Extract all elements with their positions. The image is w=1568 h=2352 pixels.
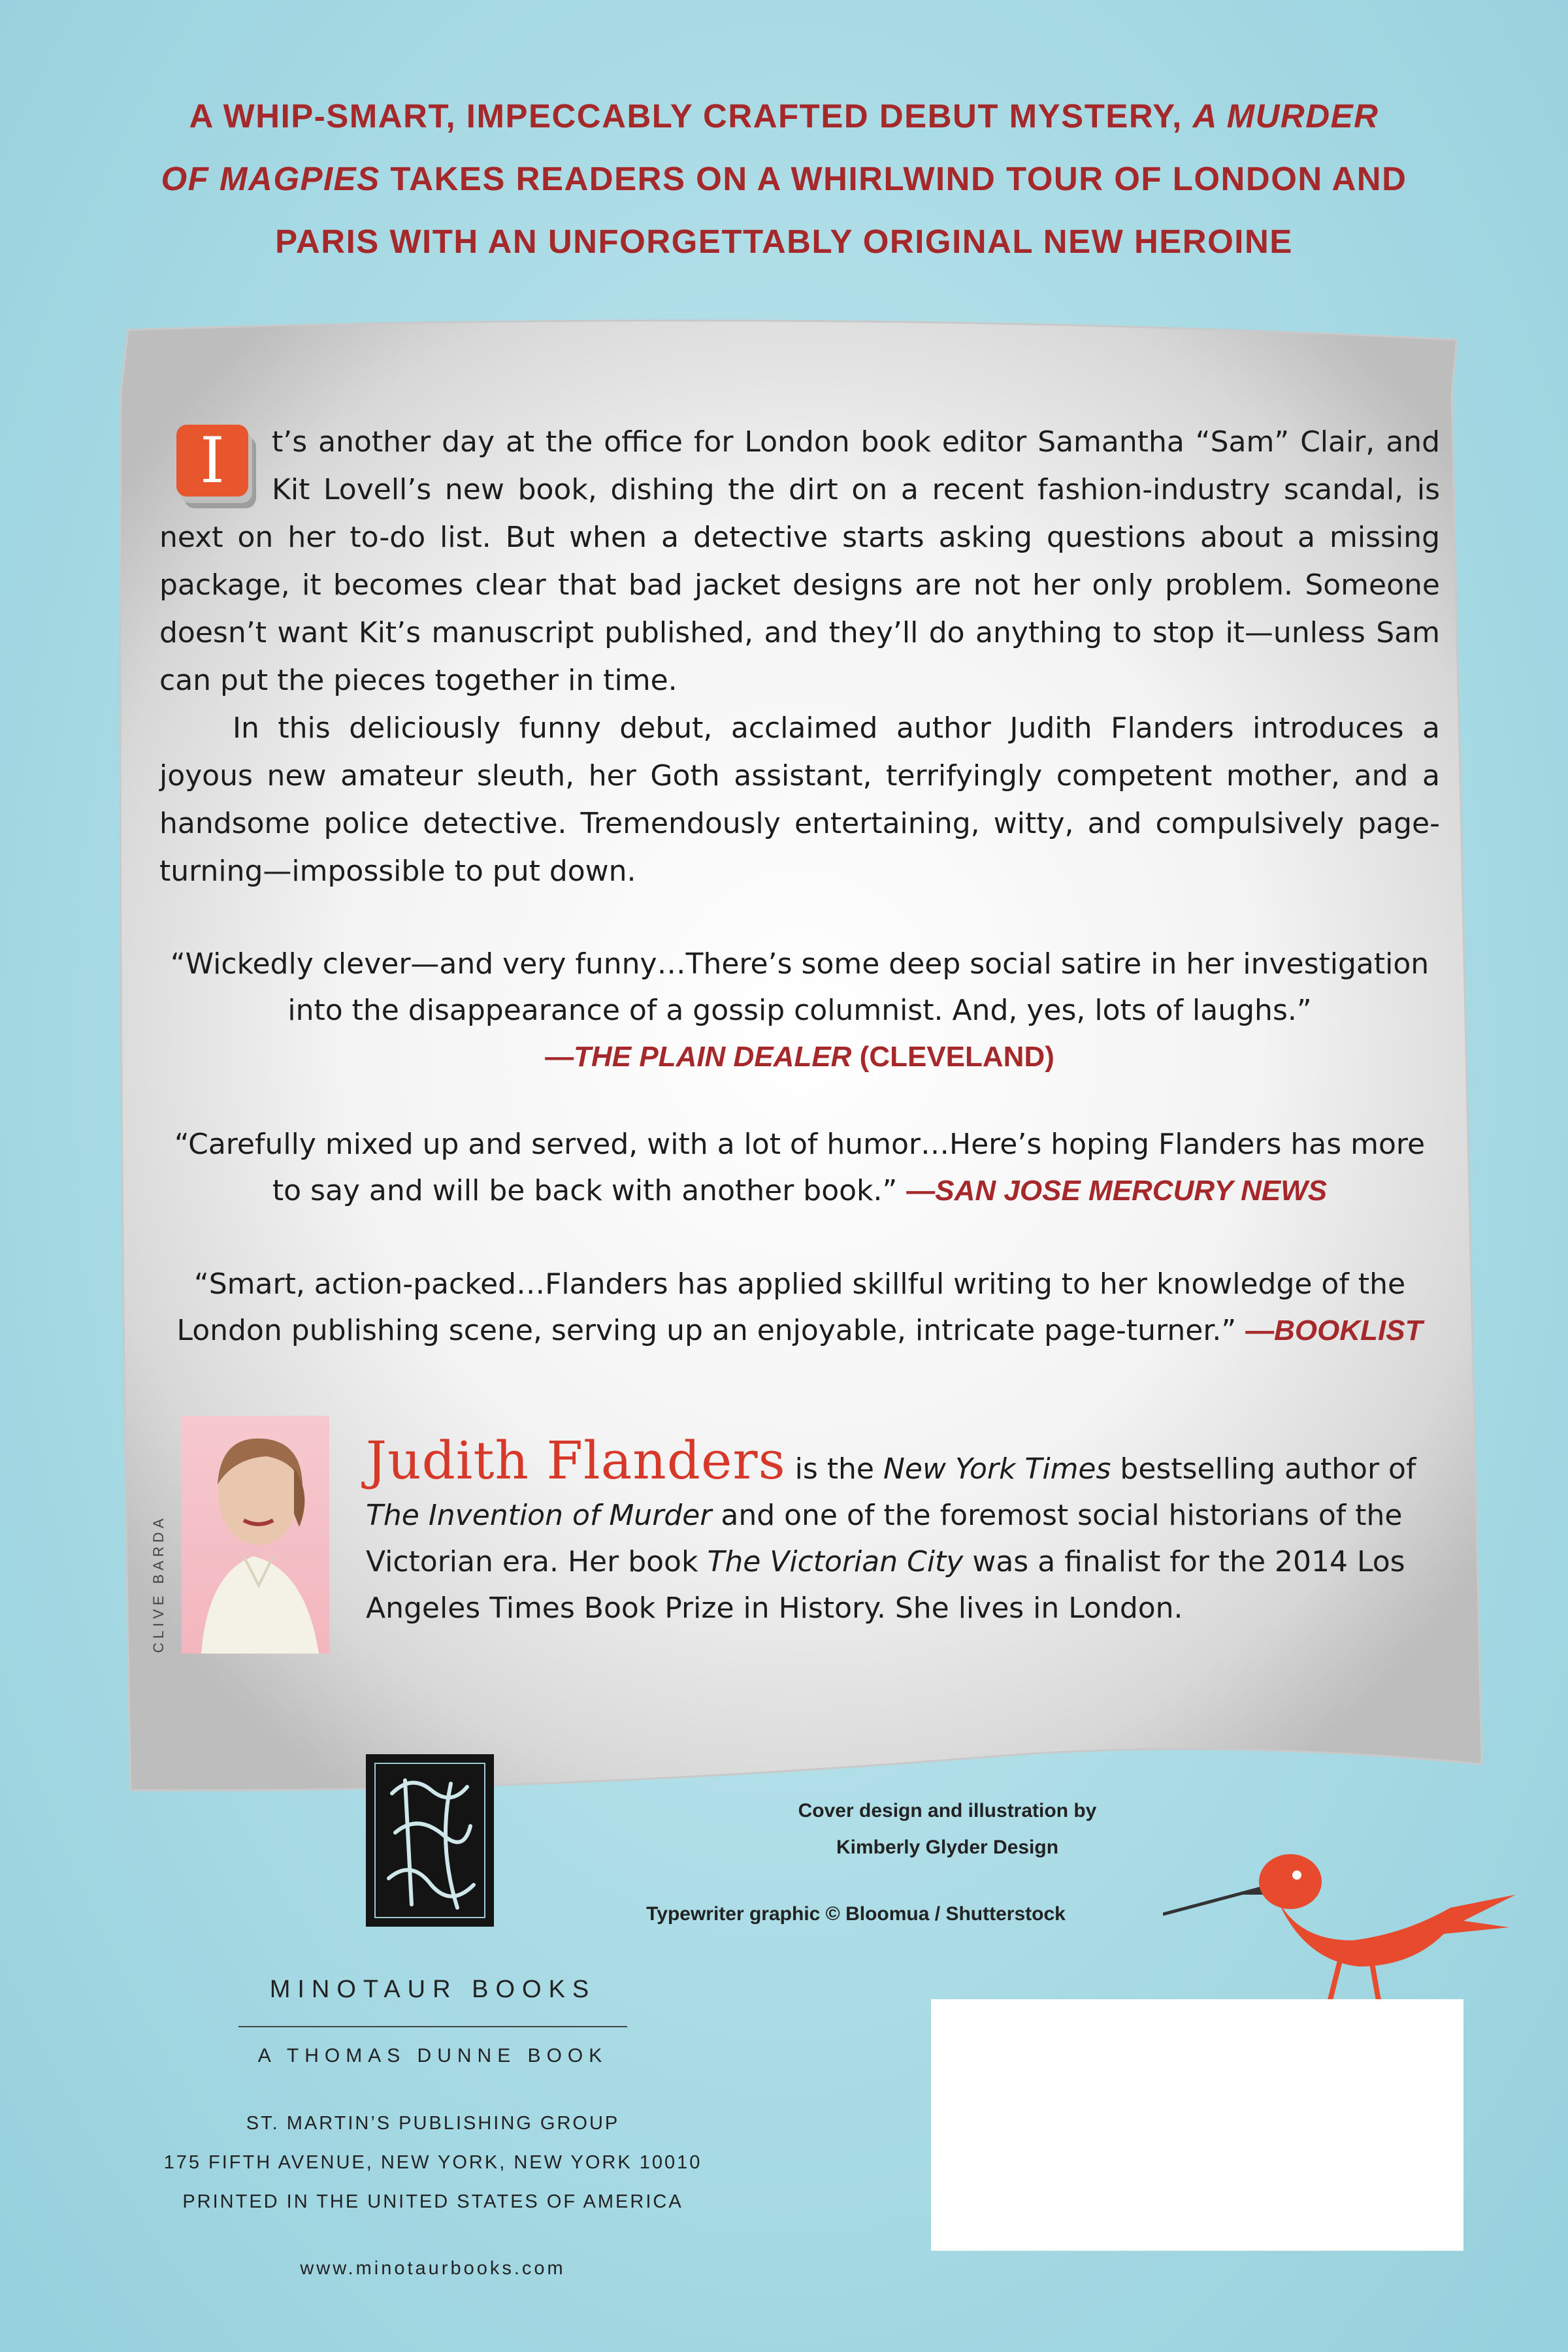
headline-line-3: PARIS WITH AN UNFORGETTABLY ORIGINAL NEW HEROINE [275, 223, 1293, 260]
headline-line-2: OF MAGPIES TAKES READERS ON A WHIRLWIND TOUR OF LONDON AND [161, 160, 1407, 197]
quote-1-source: —THE PLAIN DEALER (CLEVELAND) [545, 1041, 1054, 1073]
design-credit-2: Kimberly Glyder Design [836, 1837, 1059, 1858]
printed-in: PRINTED IN THE UNITED STATES OF AMERICA [182, 2191, 683, 2212]
quote-2-source: —SAN JOSE MERCURY NEWS [906, 1175, 1328, 1207]
minotaur-logo-icon [366, 1754, 494, 1927]
quote-3 [159, 1261, 1440, 1354]
publisher-imprint: MINOTAUR BOOKS [269, 1976, 596, 2003]
photo-credit: CLIVE BARDA [150, 1514, 167, 1653]
description-para-1: I t’s another day at the office for London book editor Samantha “Sam” Clair, and Kit Lovell’s new book, dishing the dirt on a recent fashion-industry scandal, is next on her to-do list. But when a detective starts asking questions about a missing package, it becomes clear that bad jacket designs are not her only problem. Someone doesn’t want Kit’s manuscript published, and they’ll do anything to stop it—unless Sam can put the pieces together in time. [159, 424, 1440, 697]
design-credit-1: Cover design and illustration by [798, 1800, 1097, 1821]
graphic-credit: Typewriter graphic © Bloomua / Shutterstock [646, 1903, 1066, 1925]
description [159, 418, 1440, 895]
quote-1-text: “Wickedly clever—and very funny…There’s some deep social satire in her investigation into the disappearance of a gossip columnist. And, yes, lots of laughs.” [170, 947, 1429, 1027]
dropcap: I [176, 425, 248, 497]
quote-2-text: “Carefully mixed up and served, with a lot of humor…Here’s hoping Flanders has more to say and will be back with another book.” [174, 1128, 1426, 1207]
publisher-divider [238, 2026, 627, 2027]
author-name: Judith Flanders [366, 1430, 786, 1491]
headline-line-1: A WHIP-SMART, IMPECCABLY CRAFTED DEBUT MYSTERY, A MURDER [189, 97, 1379, 135]
quote-3-source: —BOOKLIST [1245, 1315, 1423, 1347]
magpie-bird-icon [1163, 1829, 1529, 2025]
quote-1 [159, 941, 1440, 1080]
author-photo [182, 1416, 329, 1654]
publisher-website[interactable]: www.minotaurbooks.com [300, 2258, 566, 2279]
quote-3-text: “Smart, action-packed…Flanders has applied skillful writing to her knowledge of the London publishing scene, serving up an enjoyable, intricate page-turner.” [176, 1267, 1406, 1347]
author-bio: Judith Flanders is the New York Times bestselling author of The Invention of Murder and one of the foremost social historians of the Victorian era. Her book The Victorian City was a finalist for the 2014 Los Angeles Times Book Prize in History. She lives in London. [366, 1430, 1416, 1625]
publisher-address: 175 FIFTH AVENUE, NEW YORK, NEW YORK 10010 [163, 2152, 702, 2173]
barcode-area [931, 1999, 1463, 2251]
publisher-group: ST. MARTIN’S PUBLISHING GROUP [246, 2113, 620, 2134]
description-para-2: In this deliciously funny debut, acclaimed author Judith Flanders introduces a joyous new amateur sleuth, her Goth assistant, terrifyingly competent mother, and a handsome police detective. Tremendously entertaining, witty, and compulsively page-turning—impossible to put down. [159, 711, 1440, 888]
publisher-sub-imprint: A THOMAS DUNNE BOOK [257, 2045, 608, 2066]
quote-2 [159, 1121, 1440, 1214]
